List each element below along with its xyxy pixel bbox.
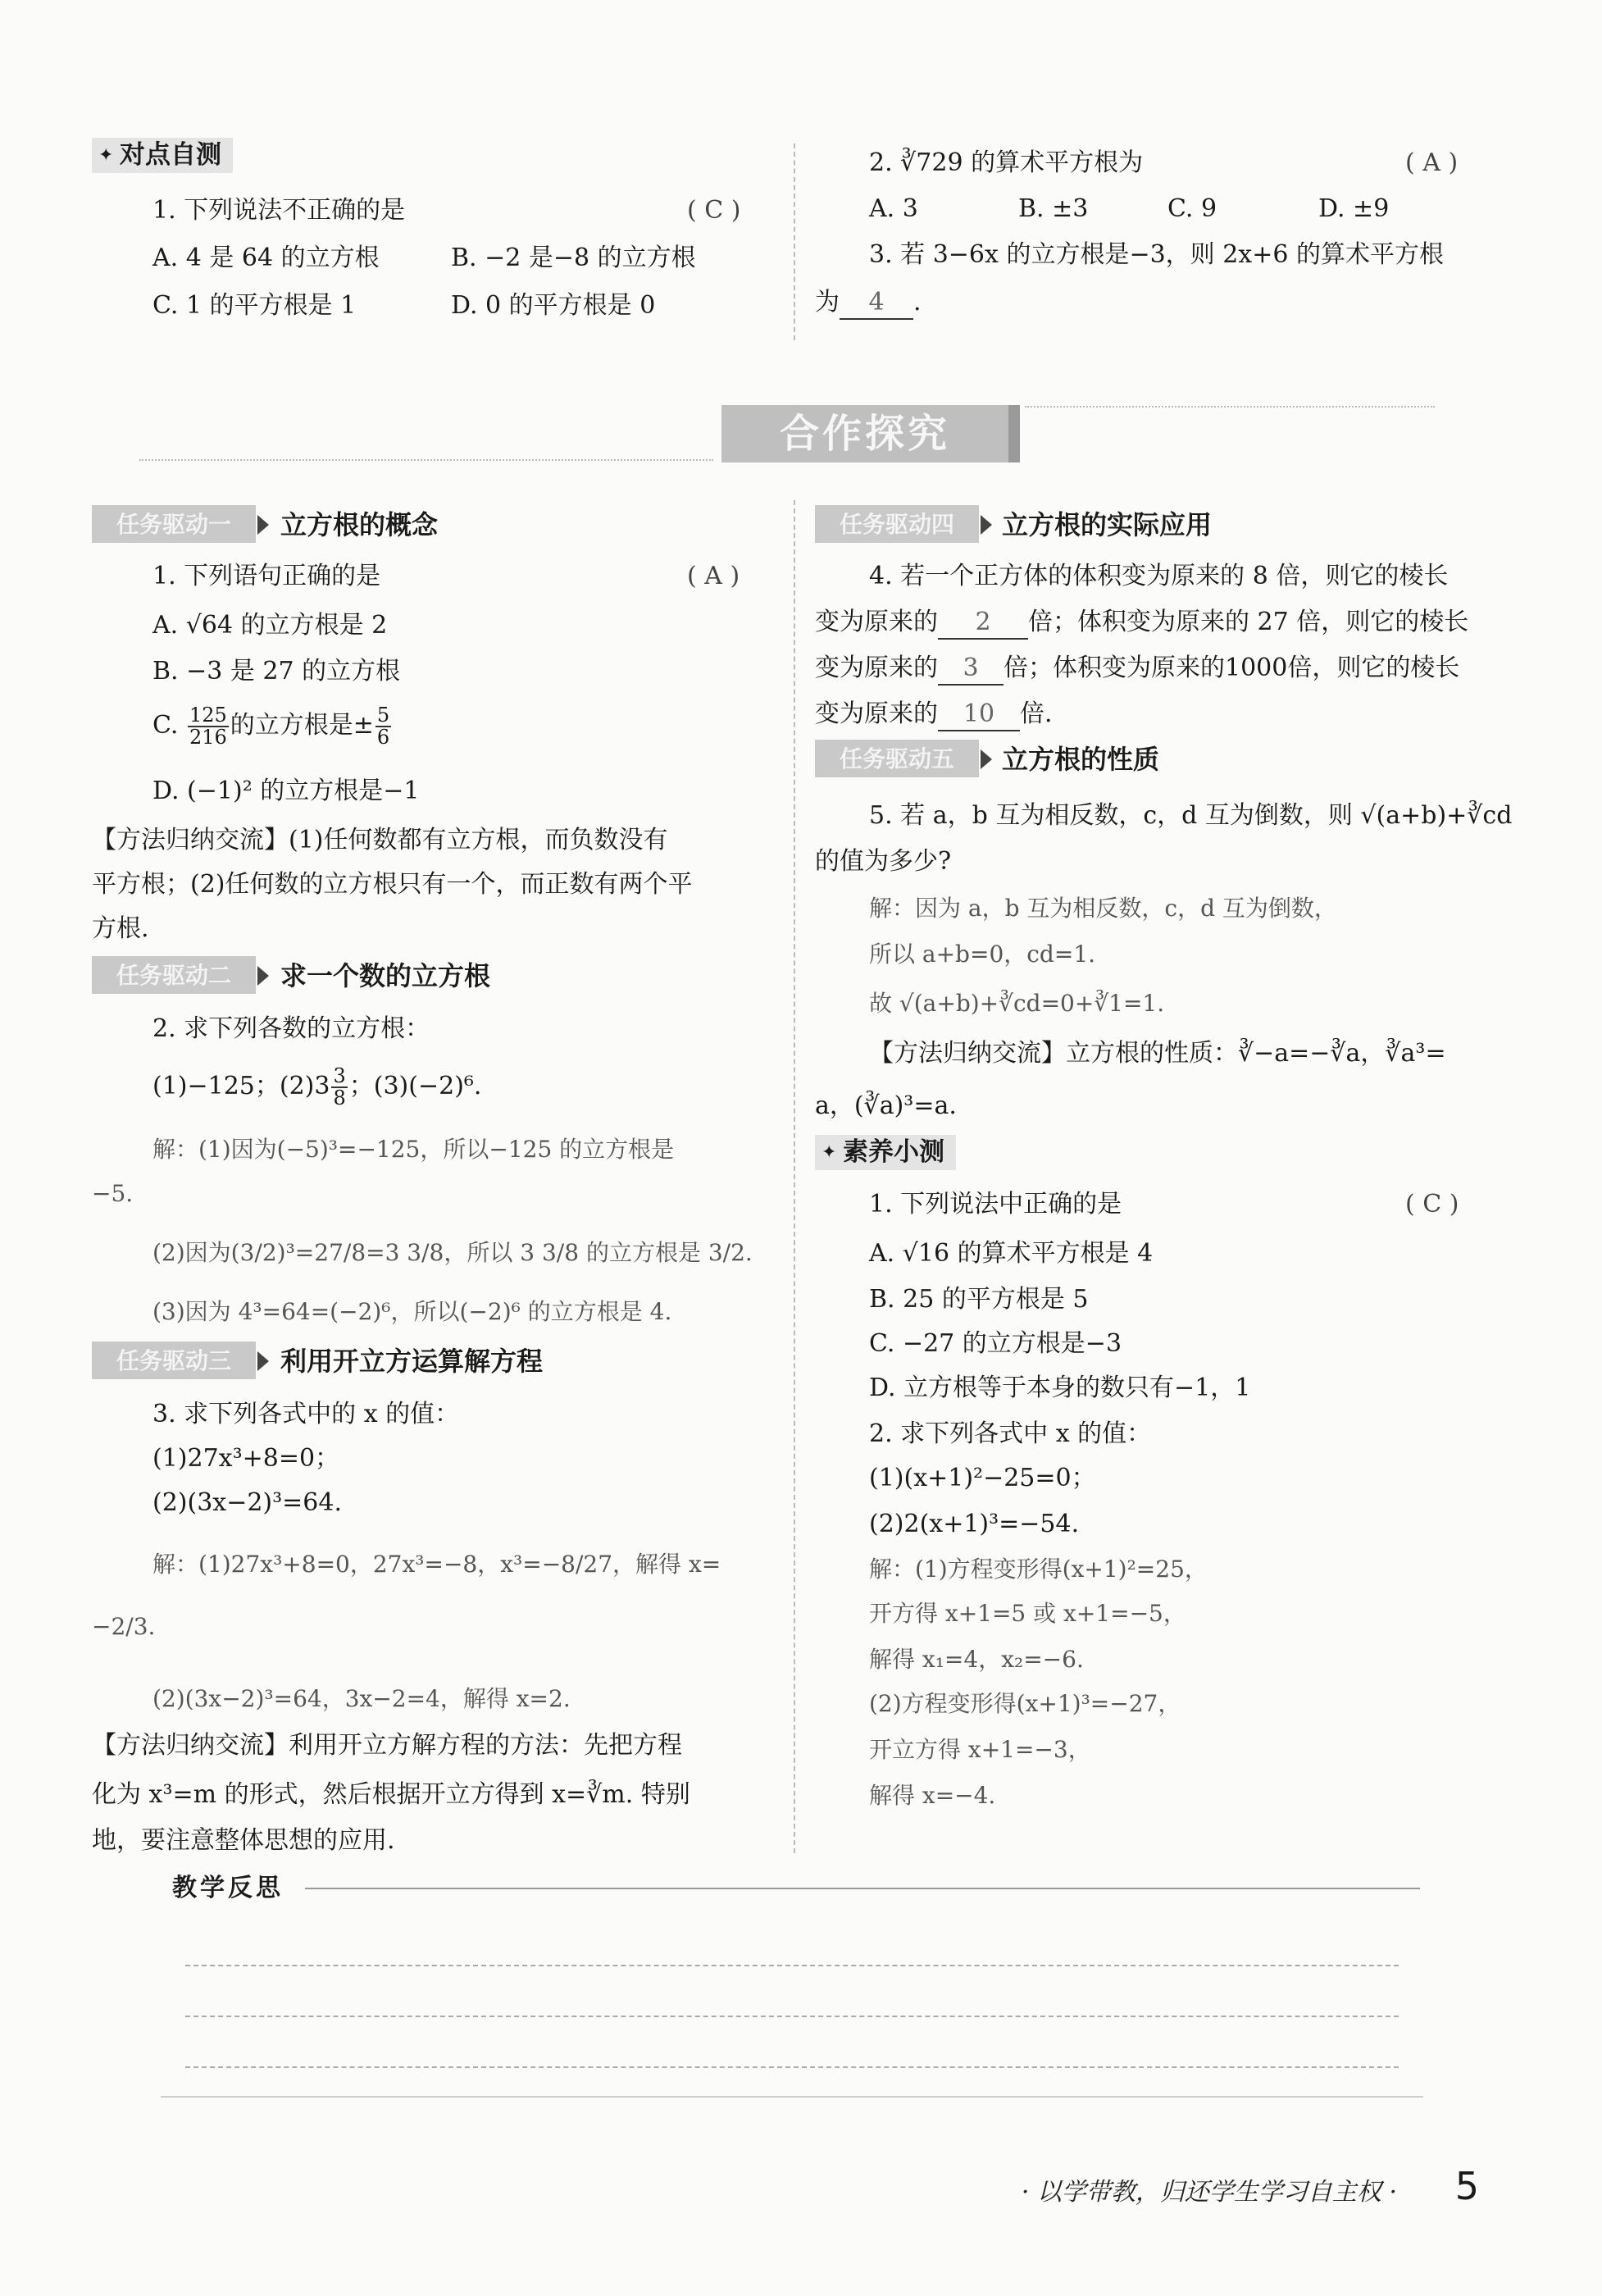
task3-tag: 任务驱动三 xyxy=(92,1342,256,1379)
task5-line2: 的值为多少? xyxy=(815,847,952,876)
task3-method-line1: 【方法归纳交流】利用开立方解方程的方法：先把方程 xyxy=(92,1731,682,1760)
quiz-q1-option-d: D. 立方根等于本身的数只有−1，1 xyxy=(869,1374,1251,1402)
self-test-q1-answer: ( C ) xyxy=(687,196,741,225)
task5-solution-1: 解：因为 a，b 互为相反数，c，d 互为倒数， xyxy=(869,895,1337,922)
task2-solution-1a: 解：(1)因为(−5)³=−125，所以−125 的立方根是 xyxy=(152,1136,675,1163)
banner-line-right xyxy=(1025,406,1435,408)
task3-arrow-icon xyxy=(257,1351,269,1371)
task1-arrow-icon xyxy=(257,515,269,535)
task2-tag: 任务驱动二 xyxy=(92,956,256,994)
quiz-equation-2: (2)2(x+1)³=−54. xyxy=(869,1510,1080,1538)
task4-blank-1: 2 xyxy=(938,607,1028,640)
self-test-q1-option-a: A. 4 是 64 的立方根 xyxy=(152,244,380,272)
task5-method-line2: a，(∛a)³=a. xyxy=(815,1091,957,1120)
section-banner: 合作探究 xyxy=(721,405,1020,462)
task3-title: 利用开立方运算解方程 xyxy=(280,1346,544,1377)
task4-line3: 变为原来的 3 倍；体积变为原来的1000倍，则它的棱长 xyxy=(815,653,1459,686)
task1-option-b: B. −3 是 27 的立方根 xyxy=(152,657,401,686)
quiz-solution-4: (2)方程变形得(x+1)³=−27， xyxy=(869,1690,1181,1717)
quiz-q1-answer: ( C ) xyxy=(1405,1190,1459,1219)
task2-solution-1b: −5. xyxy=(92,1180,134,1207)
reflection-line-2 xyxy=(185,2016,1399,2017)
quiz-q1: 1. 下列说法中正确的是 xyxy=(869,1190,1122,1219)
quiz-q2: 2. 求下列各式中 x 的值： xyxy=(869,1419,1152,1448)
task1-option-d: D. (−1)² 的立方根是−1 xyxy=(152,777,420,805)
self-test-q1-option-c: C. 1 的平方根是 1 xyxy=(152,291,357,320)
task5-method-line1: 【方法归纳交流】立方根的性质：∛−a=−∛a，∛a³= xyxy=(869,1039,1446,1068)
task4-line2: 变为原来的 2 倍；体积变为原来的 27 倍，则它的棱长 xyxy=(815,607,1468,640)
reflection-line-3 xyxy=(185,2066,1399,2068)
task3-equation-1: (1)27x³+8=0； xyxy=(152,1444,340,1473)
task1-answer: ( A ) xyxy=(687,562,740,590)
task5-line1: 5. 若 a，b 互为相反数，c，d 互为倒数，则 √(a+b)+∛cd xyxy=(869,801,1513,830)
task1-method-line1: 【方法归纳交流】(1)任何数都有立方根，而负数没有 xyxy=(92,826,668,854)
task4-line1: 4. 若一个正方体的体积变为原来的 8 倍，则它的棱长 xyxy=(869,562,1449,590)
task3-method-line2: 化为 x³=m 的形式，然后根据开立方得到 x=∛m. 特别 xyxy=(92,1780,690,1809)
task3-equation-2: (2)(3x−2)³=64. xyxy=(152,1488,343,1517)
task2-arrow-icon xyxy=(257,966,269,986)
quiz-solution-1: 解：(1)方程变形得(x+1)²=25， xyxy=(869,1556,1208,1583)
task5-title: 立方根的性质 xyxy=(1002,744,1160,775)
task1-fraction-2: $\frac{5}{6}$ xyxy=(376,704,390,749)
task5-arrow-icon xyxy=(981,749,992,769)
quiz-q1-option-c: C. −27 的立方根是−3 xyxy=(869,1329,1122,1358)
reflection-label: 教学反思 xyxy=(172,1874,284,1902)
reflection-line-1 xyxy=(185,1965,1399,1966)
self-test-q3-blank: 4 xyxy=(840,287,913,320)
quiz-solution-6: 解得 x=−4. xyxy=(869,1782,996,1809)
task3-method-line3: 地，要注意整体思想的应用. xyxy=(92,1826,395,1855)
top-column-divider xyxy=(794,144,795,340)
reflection-bottom-line xyxy=(161,2096,1423,2098)
footer-slogan: · 以学带教，归还学生学习自主权 · xyxy=(1021,2178,1397,2207)
self-test-q2-option-b: B. ±3 xyxy=(1018,194,1089,223)
quiz-solution-5: 开立方得 x+1=−3， xyxy=(869,1736,1091,1763)
task1-method-line2: 平方根；(2)任何数的立方根只有一个，而正数有两个平 xyxy=(92,870,693,899)
task2-solution-3: (3)因为 4³=64=(−2)⁶，所以(−2)⁶ 的立方根是 4. xyxy=(152,1298,672,1325)
task4-tag: 任务驱动四 xyxy=(815,505,979,543)
self-test-q2-answer: ( A ) xyxy=(1405,148,1459,177)
task1-tag: 任务驱动一 xyxy=(92,505,256,543)
task2-solution-2: (2)因为(3/2)³=27/8=3 3/8，所以 3 3/8 的立方根是 3/2. xyxy=(152,1239,753,1266)
task4-line4: 变为原来的 10 倍. xyxy=(815,699,1053,731)
quiz-equation-1: (1)(x+1)²−25=0； xyxy=(869,1464,1096,1492)
task1-title: 立方根的概念 xyxy=(280,509,439,540)
task3-solution-1b: −2/3. xyxy=(92,1613,156,1640)
page-number: 5 xyxy=(1454,2164,1479,2208)
task4-blank-2: 3 xyxy=(938,653,1004,686)
task2-question: 2. 求下列各数的立方根： xyxy=(152,1014,430,1043)
quiz-heading: ✦ 素养小测 xyxy=(815,1135,956,1170)
banner-line-left xyxy=(139,459,713,461)
quiz-q1-option-b: B. 25 的平方根是 5 xyxy=(869,1285,1089,1314)
reflection-top-line xyxy=(305,1888,1420,1889)
self-test-q2-option-a: A. 3 xyxy=(869,194,918,223)
task2-fraction: $\frac{3}{8}$ xyxy=(333,1064,346,1110)
task5-solution-3: 故 √(a+b)+∛cd=0+∛1=1. xyxy=(869,990,1165,1017)
task3-solution-1a: 解：(1)27x³+8=0，27x³=−8，x³=−8/27，解得 x= xyxy=(152,1551,721,1578)
main-column-divider xyxy=(794,500,795,1853)
self-test-heading: ✦ 对点自测 xyxy=(92,138,233,173)
task5-solution-2: 所以 a+b=0，cd=1. xyxy=(869,941,1096,968)
self-test-q1: 1. 下列说法不正确的是 xyxy=(152,196,406,225)
diamond-icon: ✦ xyxy=(98,145,114,166)
self-test-q3-line2: 为 4 . xyxy=(815,287,922,320)
task4-blank-3: 10 xyxy=(938,699,1020,731)
self-test-q2-option-d: D. ±9 xyxy=(1318,194,1390,223)
self-test-q2: 2. ∛729 的算术平方根为 xyxy=(869,148,1144,177)
quiz-solution-2: 开方得 x+1=5 或 x+1=−5， xyxy=(869,1600,1186,1627)
task4-title: 立方根的实际应用 xyxy=(1002,509,1213,540)
task1-fraction-1: $\frac{125}{216}$ xyxy=(189,704,227,749)
task1-option-a: A. √64 的立方根是 2 xyxy=(152,611,388,640)
self-test-q3-line1: 3. 若 3−6x 的立方根是−3，则 2x+6 的算术平方根 xyxy=(869,240,1444,269)
self-test-q1-option-d: D. 0 的平方根是 0 xyxy=(451,291,656,320)
quiz-q1-option-a: A. √16 的算术平方根是 4 xyxy=(869,1239,1154,1268)
task3-question: 3. 求下列各式中的 x 的值： xyxy=(152,1400,460,1428)
self-test-q1-option-b: B. −2 是−8 的立方根 xyxy=(451,244,696,272)
quiz-solution-3: 解得 x₁=4，x₂=−6. xyxy=(869,1646,1084,1673)
task4-arrow-icon xyxy=(981,515,992,535)
task3-solution-2: (2)(3x−2)³=64，3x−2=4，解得 x=2. xyxy=(152,1685,571,1712)
task1-option-c: C. $\frac{125}{216}$ 的立方根是± $\frac{5}{6}$ xyxy=(152,704,390,749)
task1-method-line3: 方根. xyxy=(92,914,149,943)
diamond-icon: ✦ xyxy=(821,1142,837,1163)
task5-tag: 任务驱动五 xyxy=(815,740,979,777)
task2-items: (1)−125；(2)3 $\frac{3}{8}$ ；(3)(−2)⁶. xyxy=(152,1064,482,1110)
task2-title: 求一个数的立方根 xyxy=(280,960,491,991)
self-test-q2-option-c: C. 9 xyxy=(1167,194,1217,223)
task1-question: 1. 下列语句正确的是 xyxy=(152,562,381,590)
